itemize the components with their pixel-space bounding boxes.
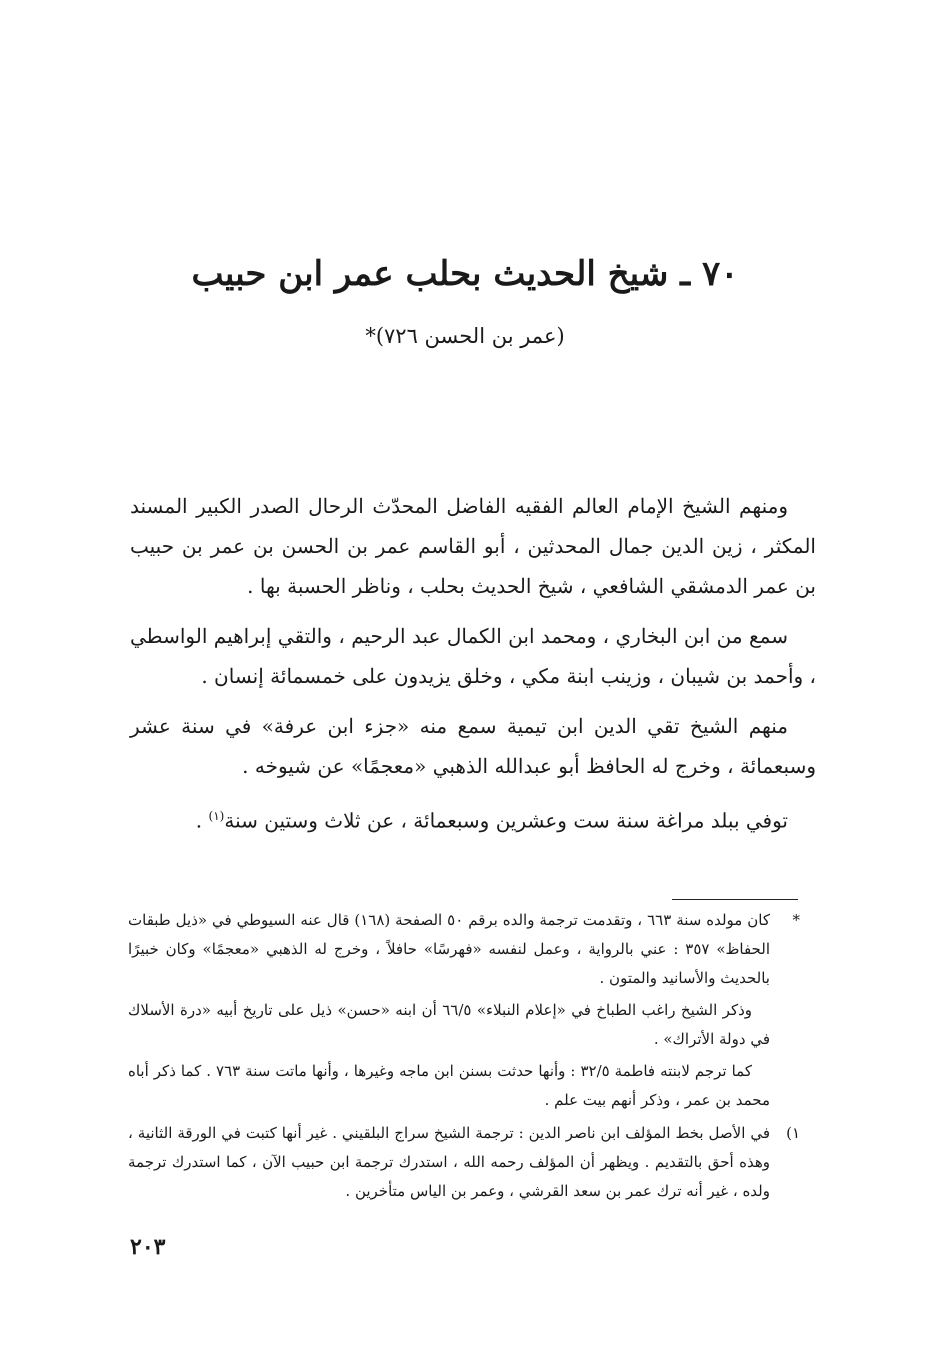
paragraph-2: سمع من ابن البخاري ، ومحمد ابن الكمال عبد الرحيم ، والتقي إبراهيم الواسطي ، وأحمد بن شيبان ، وزينب ابنة مكي ، وخلق يزيدون على خمسمائة إنسان . (130, 624, 816, 688)
footnote-star-paragraph-2: وذكر الشيخ راغب الطباخ في «إعلام النبلاء» ٦٦/٥ أن ابنه «حسن» ذيل على تاريخ أبيه «درة الأسلاك في دولة الأتراك» . (128, 1001, 770, 1048)
paragraph-4-text: توفي ببلد مراغة سنة ست وعشرين وسبعمائة ، عن ثلاث وستين سنة (224, 808, 788, 833)
biography-subtitle: (عمر بن الحسن ٧٢٦)* (365, 324, 565, 348)
paragraph-4 (130, 796, 816, 841)
main-text (130, 486, 816, 851)
paragraph-1: ومنهم الشيخ الإمام العالم الفقيه الفاضل المحدّث الرحال الصدر الكبير المسند المكثر ، زين الدين جمال المحدثين ، أبو القاسم عمر بن الحسن بن عمر بن حبيب بن عمر الدمشقي الشافعي ، شيخ الحديث بحلب ، وناظر الحسبة بها . (130, 494, 816, 598)
footnotes (128, 906, 800, 1210)
footnote-star-paragraph-1: كان مولده سنة ٦٦٣ ، وتقدمت ترجمة والده برقم ٥٠ الصفحة (١٦٨) قال عنه السيوطي في «ذيل طبقات الحفاظ» ٣٥٧ : عني بالرواية ، وعمل لنفسه «فهرسًا» حافلاً ، وخرج له الذهبي «معجمًا» وكان خبيرًا بالحديث والأسانيد والمتون . (128, 911, 770, 987)
paragraph-3: منهم الشيخ تقي الدين ابن تيمية سمع منه «جزء ابن عرفة» في سنة عشر وسبعمائة ، وخرج له الحافظ أبو عبدالله الذهبي «معجمًا» عن شيوخه . (130, 714, 816, 778)
footnote-1-marker: ١) (786, 1124, 800, 1142)
footnote-star (128, 906, 800, 1115)
footnote-reference: (١) (208, 809, 225, 823)
footnote-1-text: في الأصل بخط المؤلف ابن ناصر الدين : ترجمة الشيخ سراج البلقيني . غير أنها كتبت في الورقة الثانية ، وهذه أحق بالتقديم . ويظهر أن المؤلف رحمه الله ، استدرك ترجمة ابن حبيب الآن ، كما استدرك ترجمة ولده ، غير أنه ترك عمر بن سعد القرشي ، وعمر بن الياس متأخرين . (128, 1124, 770, 1200)
biography-title: ٧٠ ـ شيخ الحديث بحلب عمر ابن حبيب (191, 254, 739, 294)
footnote-star-marker: * (792, 911, 800, 929)
page-number: ٢٠٣ (130, 1234, 166, 1260)
paragraph-4-end: . (195, 808, 209, 833)
footnote-separator (672, 899, 798, 900)
footnote-star-paragraph-3: كما ترجم لابنته فاطمة ٣٢/٥ : وأنها حدثت بسنن ابن ماجه وغيرها ، وأنها ماتت سنة ٧٦٣ . كما ذكر أباه محمد بن عمر ، وذكر أنهم بيت علم . (128, 1062, 770, 1109)
footnote-1 (128, 1119, 800, 1206)
